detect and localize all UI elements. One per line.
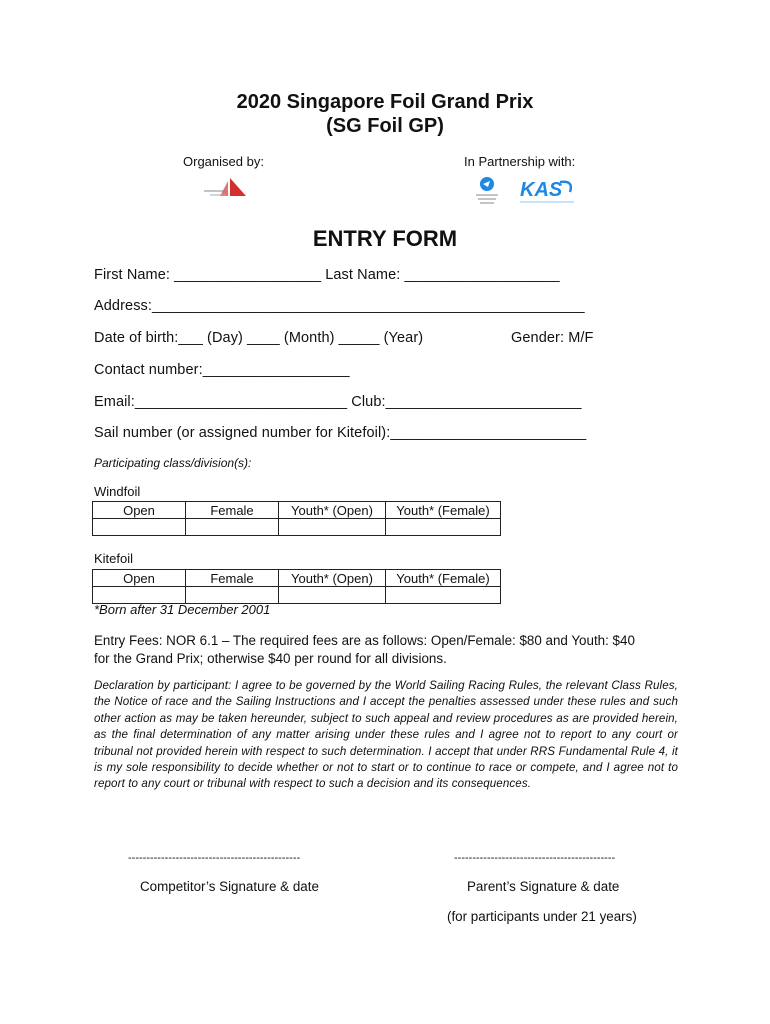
dob-field: Date of birth:___ (Day) ____ (Month) _____ (Year) bbox=[94, 330, 424, 346]
name-fields: First Name: __________________ Last Name: ___________________ bbox=[94, 267, 560, 283]
windfoil-col-open: Open bbox=[93, 502, 186, 519]
kitefoil-label: Kitefoil bbox=[94, 551, 134, 566]
contact-field: Contact number:__________________ bbox=[94, 362, 350, 378]
windfoil-col-youth-open: Youth* (Open) bbox=[279, 502, 386, 519]
kas-logo bbox=[518, 178, 576, 204]
competitor-signature-line: ----------------------------------------------- bbox=[128, 852, 301, 864]
kas-logo-text: KAS bbox=[520, 179, 563, 201]
table-row bbox=[93, 519, 501, 536]
windfoil-cell-female[interactable] bbox=[186, 519, 279, 536]
born-after-note: *Born after 31 December 2001 bbox=[94, 602, 271, 617]
windfoil-col-youth-female: Youth* (Female) bbox=[386, 502, 501, 519]
windfoil-table bbox=[92, 501, 501, 536]
table-row bbox=[93, 570, 501, 587]
entry-form-heading: ENTRY FORM bbox=[312, 226, 458, 251]
kitefoil-col-youth-female: Youth* (Female) bbox=[386, 570, 501, 587]
windfoil-cell-youth-open[interactable] bbox=[279, 519, 386, 536]
singapore-sailing-logo bbox=[200, 176, 252, 200]
form-title-line1: 2020 Singapore Foil Grand Prix bbox=[236, 91, 534, 113]
kitefoil-cell-open[interactable] bbox=[93, 587, 186, 604]
email-club-fields: Email:__________________________ Club:________________________ bbox=[94, 394, 582, 410]
windfoil-cell-open[interactable] bbox=[93, 519, 186, 536]
kitefoil-col-open: Open bbox=[93, 570, 186, 587]
kitefoil-cell-youth-female[interactable] bbox=[386, 587, 501, 604]
gender-field: Gender: M/F bbox=[511, 330, 594, 346]
parent-signature-note: (for participants under 21 years) bbox=[447, 909, 637, 924]
kitefoil-col-youth-open: Youth* (Open) bbox=[279, 570, 386, 587]
address-field: Address:_____________________________________________________ bbox=[94, 298, 585, 314]
declaration-text: Declaration by participant: I agree to be governed by the World Sailing Racing Rules, the relevant Class Rules, the Notice of race and the Sailing Instructions and I accept the penalties assessed under these rules and such other action as may be taken hereunder, subject to such appeal and review procedures as are provided herein, as the final determination of any matter arising under these rules and I agree not to report to any court or tribunal not provided herein with respect to such determination. I accept that under RRS Fundamental Rule 4, it is my sole responsibility to decide whether or not to start or to continue to race or compete, and I agree not to report to any court or tribunal with respect to such a decision and its consequences. bbox=[94, 679, 678, 791]
parent-signature-label: Parent’s Signature & date bbox=[467, 879, 620, 894]
windfoil-label: Windfoil bbox=[94, 484, 141, 499]
partner-emblem-logo bbox=[472, 176, 502, 206]
organised-by-label: Organised by: bbox=[183, 154, 264, 169]
partnership-label: In Partnership with: bbox=[464, 154, 576, 169]
entry-fees-line1: Entry Fees: NOR 6.1 – The required fees are as follows: Open/Female: $80 and Youth: $40 bbox=[94, 633, 635, 648]
competitor-signature-label: Competitor’s Signature & date bbox=[140, 879, 319, 894]
form-title-line2: (SG Foil GP) bbox=[326, 115, 444, 137]
table-row bbox=[93, 502, 501, 519]
windfoil-col-female: Female bbox=[186, 502, 279, 519]
kitefoil-table bbox=[92, 569, 501, 604]
table-row bbox=[93, 587, 501, 604]
participating-label: Participating class/division(s): bbox=[94, 456, 252, 470]
kitefoil-col-female: Female bbox=[186, 570, 279, 587]
windfoil-cell-youth-female[interactable] bbox=[386, 519, 501, 536]
kitefoil-cell-female[interactable] bbox=[186, 587, 279, 604]
kitefoil-cell-youth-open[interactable] bbox=[279, 587, 386, 604]
sail-number-field: Sail number (or assigned number for Kitefoil):________________________ bbox=[94, 425, 587, 441]
parent-signature-line: -------------------------------------------- bbox=[454, 852, 616, 864]
entry-fees-line2: for the Grand Prix; otherwise $40 per round for all divisions. bbox=[94, 651, 447, 666]
